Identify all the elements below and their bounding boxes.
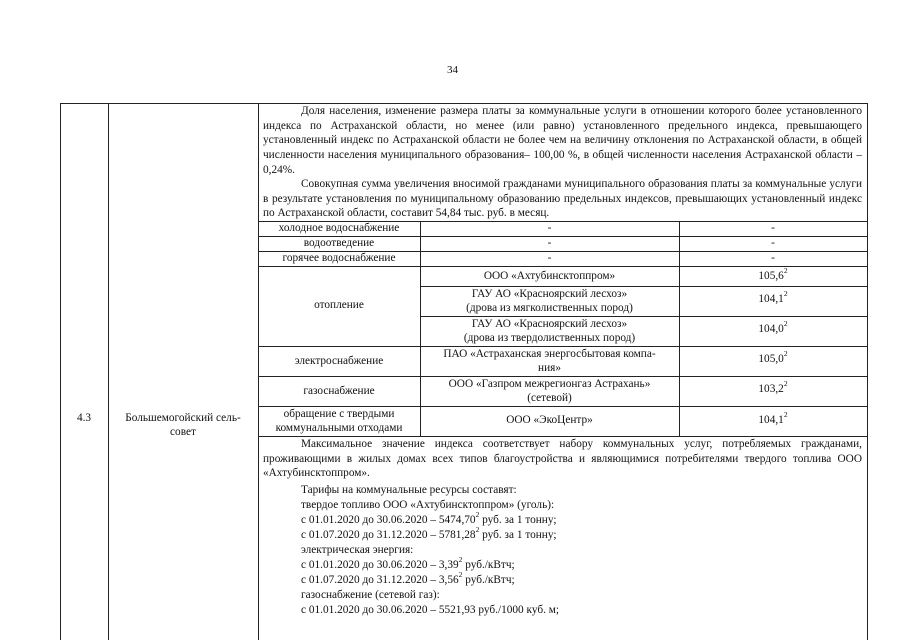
tariff-electricity-heading: электрическая энергия:: [301, 544, 414, 556]
row-number: 4.3: [76, 412, 92, 424]
municipality-name: Большемогойский сель- совет: [125, 412, 241, 438]
service-cold-water: холодное водоснабжение: [278, 222, 400, 234]
paragraph-max-index: Максимальное значение индекса соответствует набору коммунальных услуг, потребляемых гражданами, проживающими в жилых домах всех типов благоустройства и являющимися потребителями твердого топлива ООО «Ахтубинсктоппром».: [263, 438, 862, 480]
provider-sewerage: -: [547, 237, 552, 249]
service-electricity: электроснабжение: [294, 355, 384, 367]
service-gas: газоснабжение: [303, 385, 375, 397]
index-cold-water: -: [771, 222, 775, 234]
provider-gas: ООО «Газпром межрегионгаз Астрахань» (сетевой): [448, 378, 651, 404]
index-waste: 104,1$^2$: [758, 410, 788, 426]
provider-waste: ООО «ЭкоЦентр»: [506, 414, 593, 426]
provider-heating-2: ГАУ АО «Красноярский лесхоз» (дрова из мягколиственных пород): [466, 288, 633, 314]
page-number: 34: [447, 64, 458, 76]
provider-heating-1: ООО «Ахтубинсктоппром»: [483, 270, 616, 282]
tariff-electricity-h1: с 01.01.2020 до 30.06.2020 – 3,39$^2$ руб./кВтч;: [301, 555, 515, 571]
tariff-gas-h1: с 01.01.2020 до 30.06.2020 – 5521,93 руб./1000 куб. м;: [301, 604, 560, 616]
tariff-electricity-h2: с 01.07.2020 до 31.12.2020 – 3,56$^2$ руб./кВтч;: [301, 570, 515, 586]
tariff-gas-heading: газоснабжение (сетевой газ):: [301, 589, 440, 601]
provider-cold-water: -: [547, 222, 552, 234]
index-electricity: 105,0$^2$: [758, 349, 788, 365]
service-waste: обращение с твердыми коммунальными отходами: [275, 408, 403, 434]
tariff-coal-h2: с 01.07.2020 до 31.12.2020 – 5781,28$^2$ руб. за 1 тонну;: [301, 525, 557, 541]
tariff-coal-h1: с 01.01.2020 до 30.06.2020 – 5474,70$^2$ руб. за 1 тонну;: [301, 510, 557, 526]
service-heating: отопление: [314, 299, 364, 311]
provider-heating-3: ГАУ АО «Красноярский лесхоз» (дрова из твердолиственных пород): [463, 318, 636, 344]
index-heating-1: 105,6$^2$: [758, 266, 788, 282]
index-heating-2: 104,1$^2$: [758, 289, 788, 305]
index-hot-water: -: [771, 252, 775, 264]
tariff-solid-fuel-heading: твердое топливо ООО «Ахтубинсктоппром» (уголь):: [301, 499, 555, 511]
provider-hot-water: -: [547, 252, 552, 264]
index-sewerage: -: [771, 237, 775, 249]
service-hot-water: горячее водоснабжение: [282, 252, 396, 264]
provider-electricity: ПАО «Астраханская энергосбытовая компа- ния»: [443, 348, 656, 374]
paragraph-share-population: Доля населения, изменение размера платы за коммунальные услуги в отношении которого более установленного индекса по Астраханской области, но менее (или равно) установленного предельного индекса, превышающего установленный индекс по Астраханской области не более чем на величину отклонения по Астраханской области, в общей численности населения муниципального образования– 100,00 %, в общей численности населения Астраханской области – 0,24%.: [263, 105, 862, 176]
index-heating-3: 104,0$^2$: [758, 319, 788, 335]
service-sewerage: водоотведение: [303, 237, 375, 249]
paragraph-total-increase: Совокупная сумма увеличения вносимой гражданами муниципального образования платы за коммунальные услуги в результате установления по муниципальному образованию предельных индексов, превышающих установленный индекс по Астраханской области, составит 54,84 тыс. руб. в месяц.: [263, 178, 862, 220]
index-gas: 103,2$^2$: [758, 379, 788, 395]
tariffs-heading: Тарифы на коммунальные ресурсы составят:: [301, 484, 517, 496]
